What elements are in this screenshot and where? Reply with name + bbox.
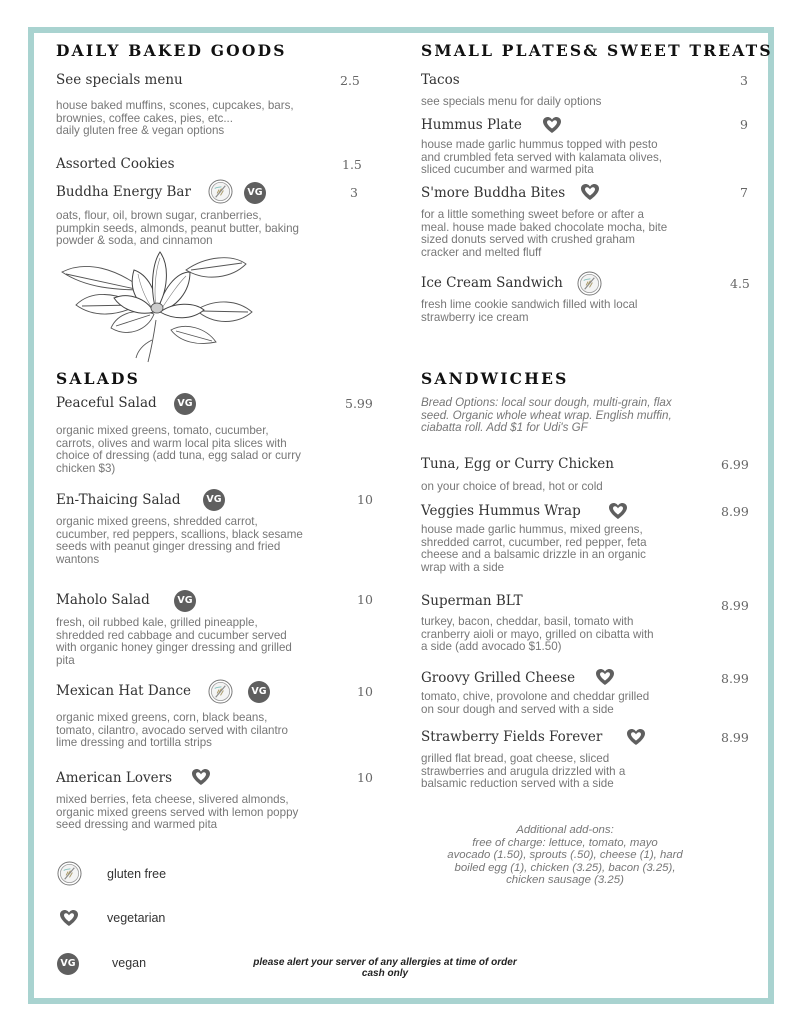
gluten-free-icon	[208, 679, 233, 704]
item-name: En-Thaicing Salad	[56, 492, 181, 508]
item-name: Veggies Hummus Wrap	[421, 503, 581, 519]
vegetarian-heart-icon	[191, 768, 211, 786]
vegetarian-heart-icon	[608, 502, 628, 520]
item-name: Assorted Cookies	[56, 156, 175, 172]
item-name: Superman BLT	[421, 593, 523, 609]
item-description: turkey, bacon, cheddar, basil, tomato with cranberry aioli or mayo, grilled on cibatta with a side (add avocado $1.50)	[421, 615, 654, 654]
vegetarian-heart-icon	[580, 183, 600, 201]
item-description: tomato, chive, provolone and cheddar grilled on sour dough and served with a side	[421, 690, 650, 716]
item-name: Tuna, Egg or Curry Chicken	[421, 456, 614, 472]
item-description: house baked muffins, scones, cupcakes, bars, brownies, coffee cakes, pies, etc... daily gluten free & vegan options	[56, 99, 294, 138]
item-price: 6.99	[721, 457, 749, 472]
item-price: 9	[740, 117, 748, 132]
item-price: 2.5	[340, 73, 360, 88]
item-price: 8.99	[721, 730, 749, 745]
section-title-small-plates: SMALL PLATES& SWEET TREATS	[421, 41, 773, 60]
item-description: house made garlic hummus, mixed greens, shredded carrot, cucumber, red pepper, feta cheese and a balsamic drizzle in an organic wrap with a side	[421, 523, 647, 574]
item-price: 10	[357, 684, 373, 699]
additional-add-ons: Additional add-ons: free of charge: lettuce, tomato, mayo avocado (1.50), sprouts (.50), cheese (1), hard boiled egg (1), chicken (3.25), bacon (3.25), chicken sausage (3.25)	[447, 824, 683, 887]
item-description: oats, flour, oil, brown sugar, cranberries, pumpkin seeds, almonds, peanut butter, baking powder & soda, and cinnamon	[56, 209, 299, 248]
legend-gluten-free: gluten free	[107, 867, 167, 881]
gluten-free-icon	[57, 861, 82, 886]
item-name: Mexican Hat Dance	[56, 683, 191, 699]
item-price: 1.5	[342, 157, 362, 172]
item-description: organic mixed greens, tomato, cucumber, carrots, olives and warm local pita slices with choice of dressing (add tuna, egg salad or curry chicken $3)	[56, 424, 301, 475]
item-name: Buddha Energy Bar	[56, 184, 191, 200]
item-price: 8.99	[721, 671, 749, 686]
item-description: house made garlic hummus topped with pesto and crumbled feta served with kalamata olives, sliced cucumber and warmed pita	[421, 138, 663, 177]
vegan-icon: VG	[57, 953, 79, 975]
item-price: 10	[357, 492, 373, 507]
item-price: 3	[350, 185, 358, 200]
item-name: S'more Buddha Bites	[421, 185, 566, 201]
item-description: mixed berries, feta cheese, slivered almonds, organic mixed greens served with lemon poppy seed dressing and warmed pita	[56, 793, 299, 832]
vegetarian-heart-icon	[542, 116, 562, 134]
item-name: Tacos	[421, 72, 460, 88]
item-price: 8.99	[721, 598, 749, 613]
item-price: 10	[357, 770, 373, 785]
vegetarian-heart-icon	[59, 909, 79, 927]
item-price: 5.99	[345, 396, 373, 411]
item-name: American Lovers	[56, 770, 172, 786]
vegan-icon: VG	[174, 590, 196, 612]
item-description: see specials menu for daily options	[421, 95, 602, 108]
item-price: 7	[740, 185, 748, 200]
item-name: Groovy Grilled Cheese	[421, 670, 576, 686]
allergy-notice: please alert your server of any allergies at time of order cash only	[253, 957, 517, 979]
item-description: organic mixed greens, corn, black beans, tomato, cilantro, avocado served with cilantro lime dressing and tortilla strips	[56, 711, 288, 750]
vegetarian-heart-icon	[595, 668, 615, 686]
vegan-icon: VG	[244, 182, 266, 204]
item-description: fresh lime cookie sandwich filled with local strawberry ice cream	[421, 298, 638, 324]
item-name: Strawberry Fields Forever	[421, 729, 603, 745]
item-description: for a little something sweet before or after a meal. house made baked chocolate mocha, bite sized donuts served with crushed graham cracker and melted fluff	[421, 208, 668, 259]
item-name: Maholo Salad	[56, 592, 150, 608]
bread-options: Bread Options: local sour dough, multi-grain, flax seed. Organic whole wheat wrap. English muffin, ciabatta roll. Add $1 for Udi's GF	[421, 396, 672, 435]
section-title-sandwiches: SANDWICHES	[421, 369, 569, 388]
item-name: Peaceful Salad	[56, 395, 157, 411]
magnolia-flower-illustration	[56, 250, 256, 365]
vegan-icon: VG	[174, 393, 196, 415]
item-description: fresh, oil rubbed kale, grilled pineapple, shredded red cabbage and cucumber served with organic honey ginger dressing and grilled pita	[56, 616, 292, 667]
item-description: grilled flat bread, goat cheese, sliced strawberries and arugula drizzled with a balsamic reduction served with a side	[421, 752, 626, 791]
gluten-free-icon	[577, 271, 602, 296]
vegan-icon: VG	[203, 489, 225, 511]
item-price: 3	[740, 73, 748, 88]
vegan-icon: VG	[248, 681, 270, 703]
item-price: 10	[357, 592, 373, 607]
item-price: 4.5	[730, 276, 750, 291]
item-price: 8.99	[721, 504, 749, 519]
section-title-daily-baked-goods: DAILY BAKED GOODS	[56, 41, 287, 60]
item-name: Ice Cream Sandwich	[421, 275, 563, 291]
item-name: See specials menu	[56, 72, 183, 88]
item-description: organic mixed greens, shredded carrot, cucumber, red peppers, scallions, black sesame seeds with peanut ginger dressing and fried wantons	[56, 515, 303, 566]
gluten-free-icon	[208, 179, 233, 204]
legend-vegan: vegan	[112, 956, 147, 970]
section-title-salads: SALADS	[56, 369, 140, 388]
vegetarian-heart-icon	[626, 728, 646, 746]
item-description: on your choice of bread, hot or cold	[421, 480, 603, 493]
legend-vegetarian: vegetarian	[107, 911, 166, 925]
item-name: Hummus Plate	[421, 117, 522, 133]
